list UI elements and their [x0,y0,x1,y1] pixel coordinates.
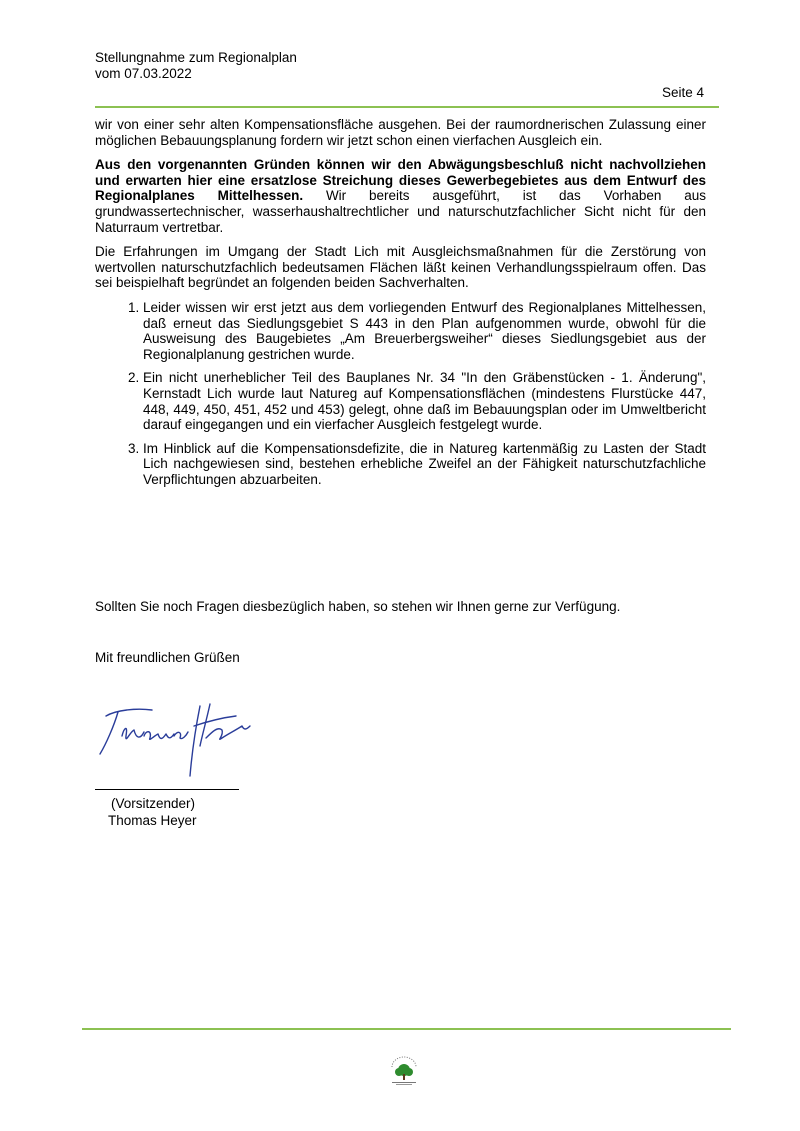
letter-body [95,117,706,495]
footer-divider [82,1028,731,1030]
paragraph-2 [95,157,706,235]
numbered-list [95,300,706,488]
list-item: 2. Ein nicht unerheblicher Teil des Bauplanes Nr. 34 "In den Gräbenstücken - 1. Änderung", Kernstadt Lich wurde laut Natureg auf Kompensationsflächen (mindestens Flurstücke 447, 448, 449, 450, 451, 452 und 453) gelegt, ohne daß im Bebauungsplan oder im Umweltbericht darauf eingegangen und ein vierfacher Ausgleich festgelegt wurde. [143,370,706,432]
signer-name: Thomas Heyer [108,813,197,828]
signature-line [95,789,239,790]
greeting: Mit freundlichen Grüßen [95,650,240,665]
closing-sentence: Sollten Sie noch Fragen diesbezüglich haben, so stehen wir Ihnen gerne zur Verfügung. [95,599,621,614]
list-item: 1. Leider wissen wir erst jetzt aus dem vorliegenden Entwurf des Regionalplanes Mittelhessen, daß erneut das Siedlungsgebiet S 443 in den Plan aufgenommen wurde, obwohl für die Ausweisung des Baugebietes „Am Breuerbergsweiher“ dieses Siedlungsgebiet aus der Regionalplanung gestrichen wurde. [143,300,706,362]
paragraph-2-emphasis: Aus den vorgenannten Gründen können wir den Abwägungsbeschluß nicht nachvollziehen und erwarten hier eine ersatzlose Streichung dieses Gewerbegebietes aus dem Entwurf des Regionalplanes Mittelhessen. [95,157,706,204]
organization-logo [384,1055,424,1089]
paragraph-1: wir von einer sehr alten Kompensationsfläche ausgehen. Bei der raumordnerischen Zulassung einer möglichen Bebauungsplanung fordern wir jetzt schon einen vierfachen Ausgleich ein. [95,117,706,148]
header-divider [95,106,719,108]
signer-role: (Vorsitzender) [111,796,196,811]
list-item: 3. Im Hinblick auf die Kompensationsdefizite, die in Natureg kartenmäßig zu Lasten der Stadt Lich nachgewiesen sind, bestehen erhebliche Zweifel an der Fähigkeit naturschutzfachliche Verpflichtungen abzuarbeiten. [143,441,706,488]
handwritten-signature [96,696,256,782]
page-number: Seite 4 [661,85,704,100]
document-date: vom 07.03.2022 [95,66,192,81]
document-title: Stellungnahme zum Regionalplan [95,50,297,65]
paragraph-2-rest: Wir bereits ausgeführt, ist das Vorhaben aus grundwassertechnischer, wasserhaushaltrechtlicher und naturschutzfachlicher Sicht nicht für den Naturraum vertretbar. [95,188,706,235]
paragraph-3: Die Erfahrungen im Umgang der Stadt Lich mit Ausgleichsmaßnahmen für die Zerstörung von wertvollen naturschutzfachlich bedeutsamen Flächen läßt keinen Verhandlungsspielraum offen. Das sei beispielhaft begründet an folgenden beiden Sachverhalten. [95,244,706,291]
